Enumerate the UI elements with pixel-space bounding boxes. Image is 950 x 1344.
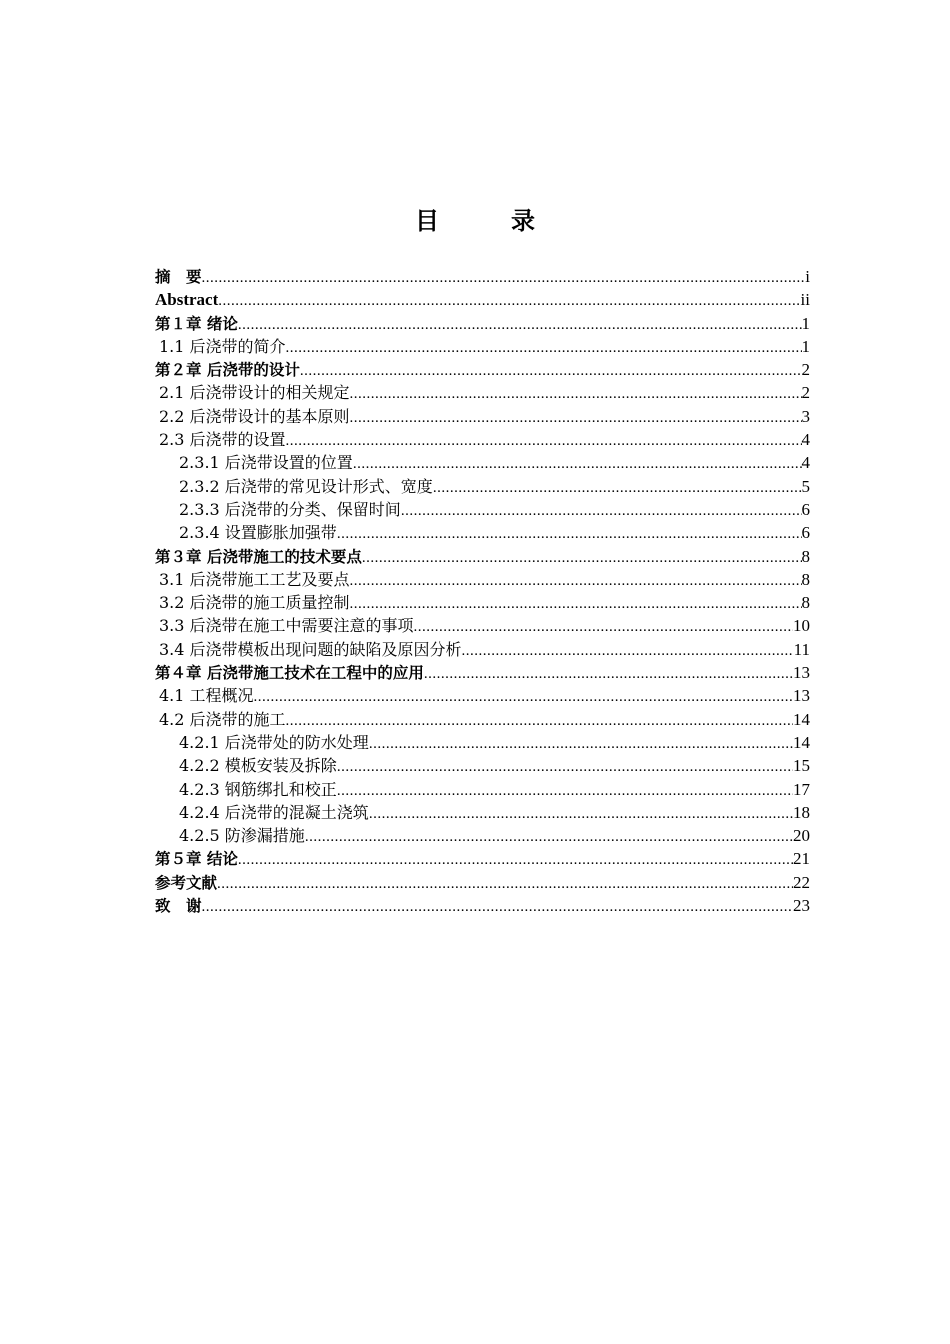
toc-entry[interactable] [155, 871, 810, 894]
toc-entry[interactable] [155, 428, 810, 451]
toc-entry[interactable] [155, 381, 810, 404]
toc-entry-page-number: 4 [801, 430, 810, 450]
toc-entry-page-number: 8 [801, 546, 810, 566]
toc-entry-page-number: 6 [801, 523, 810, 543]
toc-entry-page-number: ii [800, 290, 810, 310]
dot-leader [300, 360, 802, 383]
toc-entry-label: 4.2.4 后浇带的混凝土浇筑 [179, 802, 369, 822]
toc-entry-label: 2.3.3 后浇带的分类、保留时间 [179, 499, 401, 519]
toc-entry-page-number: 22 [793, 872, 810, 892]
toc-entry-label: 第１章 绪论 [155, 314, 238, 333]
toc-title: 目 录 [415, 207, 559, 235]
toc-entry-label: 4.2.5 防渗漏措施 [179, 826, 305, 846]
toc-entry-label: 1.1 后浇带的简介 [159, 336, 286, 356]
toc-entry[interactable] [155, 778, 810, 801]
toc-entry-label: 参考文献 [155, 873, 218, 892]
toc-entry[interactable] [155, 638, 810, 661]
toc-entry-label: 4.2 后浇带的施工 [159, 709, 286, 729]
toc-entry[interactable] [155, 684, 810, 707]
toc-entry[interactable] [155, 568, 810, 591]
toc-entry-label: 3.2 后浇带的施工质量控制 [159, 593, 350, 613]
toc-entry[interactable] [155, 475, 810, 498]
toc-entry-label: 3.4 后浇带模板出现问题的缺陷及原因分析 [159, 639, 462, 659]
toc-entry-label: 4.2.1 后浇带处的防水处理 [179, 732, 369, 752]
dot-leader [350, 593, 802, 616]
dot-leader [254, 686, 793, 709]
toc-entry-label: 2.3.2 后浇带的常见设计形式、宽度 [179, 476, 433, 496]
toc-entry-label: 3.3 后浇带在施工中需要注意的事项 [159, 616, 414, 636]
toc-entry[interactable] [155, 498, 810, 521]
toc-entry[interactable] [155, 731, 810, 754]
toc-entry-page-number: 6 [801, 499, 810, 519]
toc-entry-page-number: 23 [793, 896, 810, 916]
toc-entry[interactable] [155, 847, 810, 870]
dot-leader [218, 290, 800, 313]
dot-leader [337, 523, 802, 546]
dot-leader [238, 849, 793, 872]
toc-entry[interactable] [155, 265, 810, 288]
toc-entry[interactable] [155, 591, 810, 614]
dot-leader [362, 547, 802, 570]
toc-entry[interactable] [155, 405, 810, 428]
dot-leader [369, 733, 793, 756]
toc-entry-page-number: 20 [793, 826, 810, 846]
toc-entry-page-number: 11 [793, 639, 810, 659]
toc-entry-label: 2.3.1 后浇带设置的位置 [179, 453, 353, 473]
toc-entry-page-number: 14 [793, 732, 810, 752]
dot-leader [337, 756, 793, 779]
dot-leader [286, 430, 802, 453]
toc-entry-page-number: 2 [801, 383, 810, 403]
toc-entry-label: 4.2.3 钢筋绑扎和校正 [179, 779, 337, 799]
toc-entry[interactable] [155, 614, 810, 637]
dot-leader [286, 710, 793, 733]
toc-entry-page-number: 15 [793, 756, 810, 776]
toc-entry[interactable] [155, 708, 810, 731]
toc-entry-page-number: 21 [793, 849, 810, 869]
toc-entry-label: 摘 要 [155, 268, 202, 286]
toc-entry-page-number: 1 [801, 336, 810, 356]
toc-entry-page-number: 3 [801, 406, 810, 426]
toc-entry[interactable] [155, 661, 810, 684]
toc-entry[interactable] [155, 521, 810, 544]
toc-entry-page-number: 8 [801, 593, 810, 613]
dot-leader [202, 267, 806, 290]
toc-entry[interactable] [155, 545, 810, 568]
toc-entry-page-number: 17 [793, 779, 810, 799]
dot-leader [202, 896, 793, 919]
dot-leader [353, 453, 802, 476]
toc-entry-page-number: 2 [801, 360, 810, 380]
toc-entry-page-number: 10 [793, 616, 810, 636]
dot-leader [462, 640, 794, 663]
toc-entry-page-number: 13 [793, 686, 810, 706]
dot-leader [217, 873, 793, 896]
dot-leader [350, 407, 802, 430]
toc-entry-page-number: 4 [801, 453, 810, 473]
dot-leader [350, 570, 802, 593]
toc-entry-label: 2.2 后浇带设计的基本原则 [159, 406, 350, 426]
toc-entry-label: 第４章 后浇带施工技术在工程中的应用 [155, 664, 424, 683]
toc-entry-label: 4.2.2 模板安装及拆除 [179, 756, 337, 776]
toc-entry[interactable] [155, 801, 810, 824]
toc-entry-page-number: 8 [801, 569, 810, 589]
toc-entry[interactable] [155, 451, 810, 474]
dot-leader [350, 383, 802, 406]
dot-leader [369, 803, 793, 826]
dot-leader [238, 314, 802, 337]
toc-entry-page-number: 18 [793, 802, 810, 822]
dot-leader [286, 337, 802, 360]
toc-entry-page-number: 14 [793, 709, 810, 729]
dot-leader [337, 780, 793, 803]
table-of-contents [155, 265, 810, 917]
toc-entry-page-number: i [805, 267, 810, 286]
dot-leader [401, 500, 802, 523]
toc-entry-label: 4.1 工程概况 [159, 686, 254, 706]
toc-entry-label: 2.1 后浇带设计的相关规定 [159, 383, 350, 403]
dot-leader [414, 616, 793, 639]
dot-leader [433, 477, 802, 500]
toc-entry[interactable] [155, 335, 810, 358]
toc-entry-label: 2.3 后浇带的设置 [159, 430, 286, 450]
toc-entry-label: Abstract [155, 290, 219, 310]
toc-entry-label: 第５章 结论 [155, 850, 238, 869]
toc-entry-page-number: 1 [801, 313, 810, 333]
toc-entry-label: 2.3.4 设置膨胀加强带 [179, 523, 337, 543]
dot-leader [424, 663, 793, 686]
toc-entry[interactable] [155, 312, 810, 335]
toc-entry[interactable] [155, 288, 810, 311]
toc-entry-label: 第３章 后浇带施工的技术要点 [155, 547, 362, 566]
toc-entry[interactable] [155, 754, 810, 777]
toc-entry-label: 致 谢 [155, 897, 202, 916]
dot-leader [305, 826, 793, 849]
toc-entry-page-number: 13 [793, 663, 810, 683]
toc-entry-label: 第２章 后浇带的设计 [155, 361, 300, 380]
toc-entry-page-number: 5 [801, 476, 810, 496]
toc-entry[interactable] [155, 358, 810, 381]
toc-entry-label: 3.1 后浇带施工工艺及要点 [159, 569, 350, 589]
toc-entry[interactable] [155, 824, 810, 847]
toc-entry[interactable] [155, 894, 810, 917]
